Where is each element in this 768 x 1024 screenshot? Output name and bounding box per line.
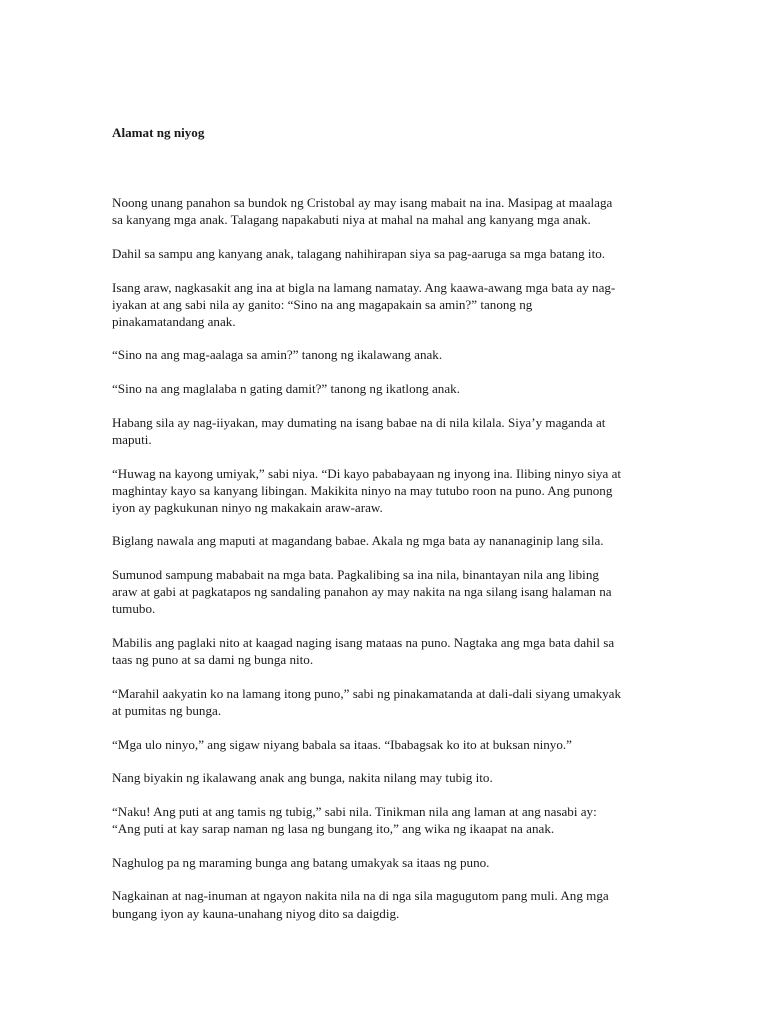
paragraph-line: Habang sila ay nag-iiyakan, may dumating na isang babae na di nila kilala. Siya’y maganda at [112, 414, 606, 430]
paragraph-list [112, 194, 660, 922]
paragraph-line: bungang iyon ay kauna-unahang niyog dito sa daigdig. [112, 905, 400, 921]
paragraph-line: Mabilis ang paglaki nito at kaagad naging isang mataas na puno. Nagtaka ang mga bata dahil sa [112, 635, 615, 651]
paragraph-line: Nagkainan at nag-inuman at ngayon nakita nila na di nga sila magugutom pang muli. Ang mga [112, 888, 609, 904]
paragraph [112, 380, 660, 397]
document-body [112, 124, 660, 938]
paragraph-line: Isang araw, nagkasakit ang ina at bigla na lamang namatay. Ang kaawa-awang mga bata ay nag- [112, 279, 616, 295]
paragraph-line: tumubo. [112, 601, 156, 617]
paragraph-line: Sumunod sampung mababait na mga bata. Pagkalibing sa ina nila, binantayan nila ang libing [112, 567, 599, 583]
paragraph-line: pinakamatandang anak. [112, 313, 236, 329]
paragraph [112, 887, 660, 921]
paragraph [112, 245, 660, 262]
paragraph-line: at pumitas ng bunga. [112, 702, 222, 718]
paragraph-line: maghintay kayo sa kanyang libingan. Makikita ninyo na may tutubo roon na puno. Ang punong [112, 482, 613, 498]
paragraph [112, 736, 660, 753]
paragraph-line: “Sino na ang maglalaba n gating damit?” tanong ng ikatlong anak. [112, 381, 460, 397]
paragraph-line: sa kanyang mga anak. Talagang napakabuti niya at mahal na mahal ang kanyang mga anak. [112, 212, 591, 228]
paragraph-line: Naghulog pa ng maraming bunga ang batang umakyak sa itaas ng puno. [112, 854, 490, 870]
paragraph-line: “Ang puti at kay sarap naman ng lasa ng bungang ito,” ang wika ng ikaapat na anak. [112, 821, 555, 837]
document-title: Alamat ng niyog [112, 125, 205, 140]
paragraph-line: Dahil sa sampu ang kanyang anak, talagang nahihirapan siya sa pag-aaruga sa mga batang ito. [112, 245, 606, 261]
paragraph [112, 532, 660, 549]
paragraph-line: taas ng puno at sa dami ng bunga nito. [112, 652, 314, 668]
paragraph [112, 194, 660, 228]
paragraph [112, 803, 660, 837]
paragraph-line: iyon ay pagkukunan ninyo ng makakain araw-araw. [112, 499, 383, 515]
paragraph-line: Noong unang panahon sa bundok ng Cristobal ay may isang mabait na ina. Masipag at maalaga [112, 195, 613, 211]
paragraph-line: “Sino na ang mag-aalaga sa amin?” tanong ng ikalawang anak. [112, 347, 443, 363]
paragraph-line: “Naku! Ang puti at ang tamis ng tubig,” sabi nila. Tinikman nila ang laman at ang nasabi ay: [112, 803, 597, 819]
paragraph-line: “Marahil aakyatin ko na lamang itong puno,” sabi ng pinakamatanda at dali-dali siyang umakyak [112, 685, 622, 701]
paragraph-line: araw at gabi at pagkatapos ng sandaling panahon ay may nakita na nga silang isang halaman na [112, 584, 612, 600]
paragraph [112, 566, 660, 617]
paragraph-line: “Huwag na kayong umiyak,” sabi niya. “Di kayo pababayaan ng inyong ina. Ilibing ninyo siya at [112, 465, 622, 481]
paragraph [112, 414, 660, 448]
paragraph [112, 465, 660, 516]
paragraph-line: maputi. [112, 431, 152, 447]
paragraph-line: Biglang nawala ang maputi at magandang babae. Akala ng mga bata ay nananaginip lang sila. [112, 533, 604, 549]
paragraph-line: “Mga ulo ninyo,” ang sigaw niyang babala sa itaas. “Ibabagsak ko ito at buksan ninyo.” [112, 736, 572, 752]
paragraph-line: iyakan at ang sabi nila ay ganito: “Sino na ang magapakain sa amin?” tanong ng [112, 296, 533, 312]
paragraph [112, 634, 660, 668]
paragraph [112, 346, 660, 363]
paragraph [112, 685, 660, 719]
paragraph [112, 854, 660, 871]
paragraph [112, 769, 660, 786]
paragraph-line: Nang biyakin ng ikalawang anak ang bunga, nakita nilang may tubig ito. [112, 770, 493, 786]
paragraph [112, 279, 660, 330]
